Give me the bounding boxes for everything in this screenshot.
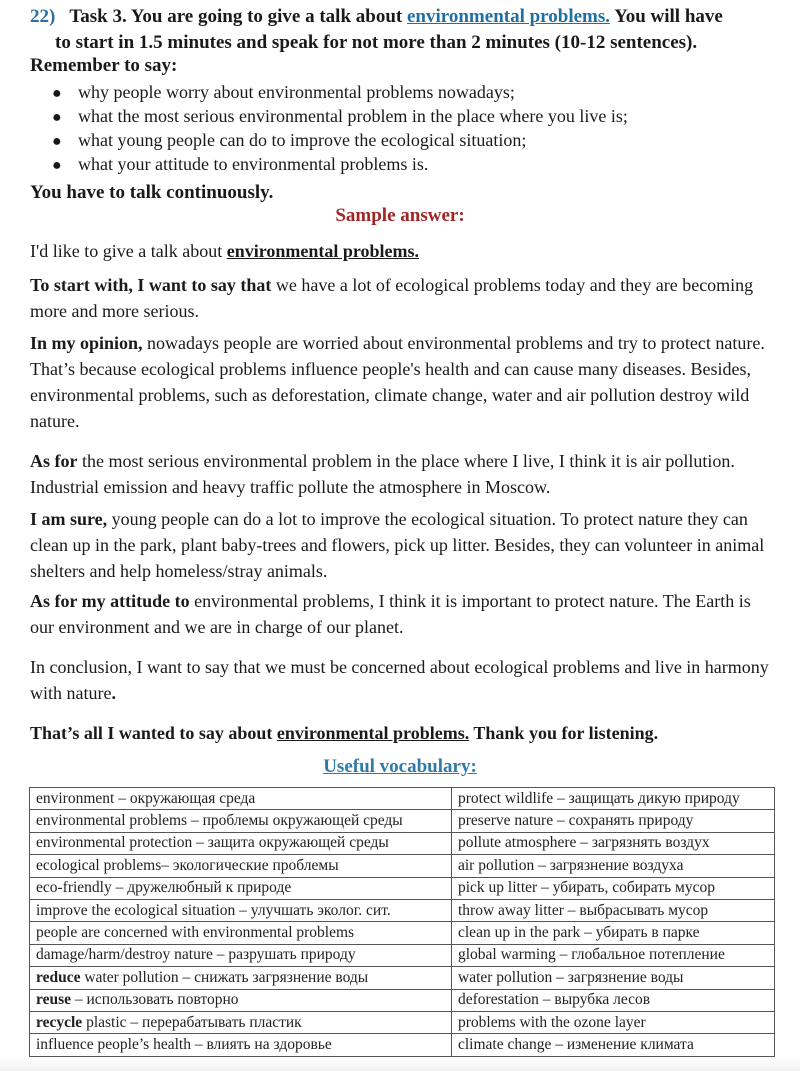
vocab-cell-right xyxy=(452,1011,775,1033)
vocab-cell-left xyxy=(30,855,452,877)
vocab-text: climate change – изменение климата xyxy=(458,1035,694,1053)
bullet-icon: ● xyxy=(52,85,62,102)
instruction-continuous: You have to talk continuously. xyxy=(30,182,274,203)
vocab-cell-right xyxy=(452,899,775,921)
vocab-cell-left xyxy=(30,967,452,989)
paragraph-5: As for my attitude to environmental problems, I think it is important to protect nature. The Earth is our environment and we are in charge of our planet. xyxy=(30,591,751,637)
vocab-text: preserve nature – сохранять природу xyxy=(458,812,694,830)
vocab-cell-left xyxy=(30,832,452,854)
vocab-keyword: recycle xyxy=(36,1013,83,1031)
vocab-text: global warming – глобальное потепление xyxy=(458,946,725,964)
table-row xyxy=(30,788,775,810)
vocab-keyword: reuse xyxy=(36,991,72,1009)
vocab-cell-right xyxy=(452,922,775,944)
task-heading: 22) Task 3. You are going to give a talk about environmental problems. You will have xyxy=(30,6,723,27)
vocab-cell-right xyxy=(452,877,775,899)
vocab-text: pick up litter – убирать, собирать мусор xyxy=(458,879,715,897)
table-row xyxy=(30,1011,775,1033)
table-row xyxy=(30,989,775,1011)
intro-paragraph: I'd like to give a talk about environmental problems. xyxy=(30,241,420,261)
table-row xyxy=(30,832,775,854)
vocab-cell-left xyxy=(30,899,452,921)
paragraph-4: I am sure, young people can do a lot to improve the ecological situation. To protect nature they can clean up in the park, plant baby-trees and flowers, pick up litter. Besides, they can volunteer in animal shelters and help homeless/stray animals. xyxy=(30,509,765,581)
vocab-text: environmental problems – проблемы окружающей среды xyxy=(36,812,403,830)
vocab-text: eco-friendly – дружелюбный к природе xyxy=(36,879,292,897)
table-row xyxy=(30,1034,775,1056)
table-row xyxy=(30,899,775,921)
task-heading-line2: to start in 1.5 minutes and speak for not more than 2 minutes (10-12 sentences). xyxy=(55,32,698,53)
task-number: 22) xyxy=(30,6,56,27)
vocab-cell-left xyxy=(30,1034,452,1056)
list-item: ● what the most serious environmental problem in the place where you live is; xyxy=(52,104,628,128)
vocab-text: – использовать повторно xyxy=(71,991,239,1009)
table-row xyxy=(30,810,775,832)
topic-link[interactable]: environmental problems. xyxy=(407,6,611,27)
closing-paragraph: That’s all I wanted to say about environmental problems. Thank you for listening. xyxy=(30,723,659,743)
vocab-text: clean up in the park – убирать в парке xyxy=(458,924,700,942)
vocab-text: damage/harm/destroy nature – разрушать природу xyxy=(36,946,356,964)
intro-topic: environmental problems. xyxy=(226,241,420,261)
page-bottom-shadow xyxy=(0,1057,800,1071)
vocab-text: environment – окружающая среда xyxy=(36,789,256,807)
vocab-text: deforestation – вырубка лесов xyxy=(458,991,651,1009)
vocabulary-title: Useful vocabulary: xyxy=(323,756,477,777)
vocab-text: plastic – перерабатывать пластик xyxy=(82,1013,302,1031)
paragraph-3: As for the most serious environmental problem in the place where I live, I think it is air pollution. Industrial emission and heavy traffic pollute the atmosphere in Moscow. xyxy=(30,451,735,497)
vocab-text: air pollution – загрязнение воздуха xyxy=(458,856,684,874)
table-row xyxy=(30,944,775,966)
vocab-cell-left xyxy=(30,810,452,832)
vocab-cell-left xyxy=(30,788,452,810)
vocab-text: people are concerned with environmental problems xyxy=(36,924,355,942)
vocab-text: environmental protection – защита окружающей среды xyxy=(36,834,389,852)
paragraph-2: In my opinion, nowadays people are worried about environmental problems and try to protect nature. That’s because ecological problems influence people's health and can cause many diseases. Besides, environmental problems, such as deforestation, climate change, water and air pollution destroy wild nature. xyxy=(30,333,765,431)
vocab-text: protect wildlife – защищать дикую природу xyxy=(458,789,740,807)
closing-topic: environmental problems. xyxy=(276,723,470,743)
requirements-list xyxy=(52,80,628,176)
vocabulary-table xyxy=(29,787,775,1057)
list-item: ● what young people can do to improve the ecological situation; xyxy=(52,128,628,152)
vocab-text: ecological problems– экологические проблемы xyxy=(36,856,339,874)
table-row xyxy=(30,855,775,877)
vocab-text: problems with the ozone layer xyxy=(458,1013,646,1031)
vocab-cell-right xyxy=(452,855,775,877)
vocab-text: influence people’s health – влиять на здоровье xyxy=(36,1035,332,1053)
vocab-cell-left xyxy=(30,1011,452,1033)
vocab-cell-right xyxy=(452,967,775,989)
table-row xyxy=(30,967,775,989)
vocab-text: pollute atmosphere – загрязнять воздух xyxy=(458,834,710,852)
vocab-cell-left xyxy=(30,922,452,944)
table-row xyxy=(30,877,775,899)
paragraph-1: To start with, I want to say that we have a lot of ecological problems today and they are becoming more and more serious. xyxy=(30,275,754,321)
table-row xyxy=(30,922,775,944)
vocab-text: water pollution – загрязнение воды xyxy=(458,968,684,986)
vocab-cell-left xyxy=(30,877,452,899)
sample-answer-heading: Sample answer: xyxy=(335,205,465,226)
vocab-cell-right xyxy=(452,989,775,1011)
vocab-cell-right xyxy=(452,832,775,854)
list-item: ● what your attitude to environmental problems is. xyxy=(52,152,628,176)
bullet-icon: ● xyxy=(52,157,62,174)
bullet-icon: ● xyxy=(52,109,62,126)
vocab-cell-left xyxy=(30,989,452,1011)
bullet-icon: ● xyxy=(52,133,62,150)
vocab-cell-right xyxy=(452,788,775,810)
vocab-cell-right xyxy=(452,810,775,832)
vocab-text: improve the ecological situation – улучшать эколог. сит. xyxy=(36,901,391,919)
remember-label: Remember to say: xyxy=(30,55,178,76)
vocab-cell-right xyxy=(452,944,775,966)
vocab-text: water pollution – снижать загрязнение воды xyxy=(80,968,369,986)
vocab-cell-right xyxy=(452,1034,775,1056)
vocab-keyword: reduce xyxy=(36,968,81,986)
list-item: ● why people worry about environmental problems nowadays; xyxy=(52,80,628,104)
paragraph-conclusion: In conclusion, I want to say that we must be concerned about ecological problems and live in harmony with nature. xyxy=(30,657,769,703)
vocab-cell-left xyxy=(30,944,452,966)
vocab-text: throw away litter – выбрасывать мусор xyxy=(458,901,709,919)
